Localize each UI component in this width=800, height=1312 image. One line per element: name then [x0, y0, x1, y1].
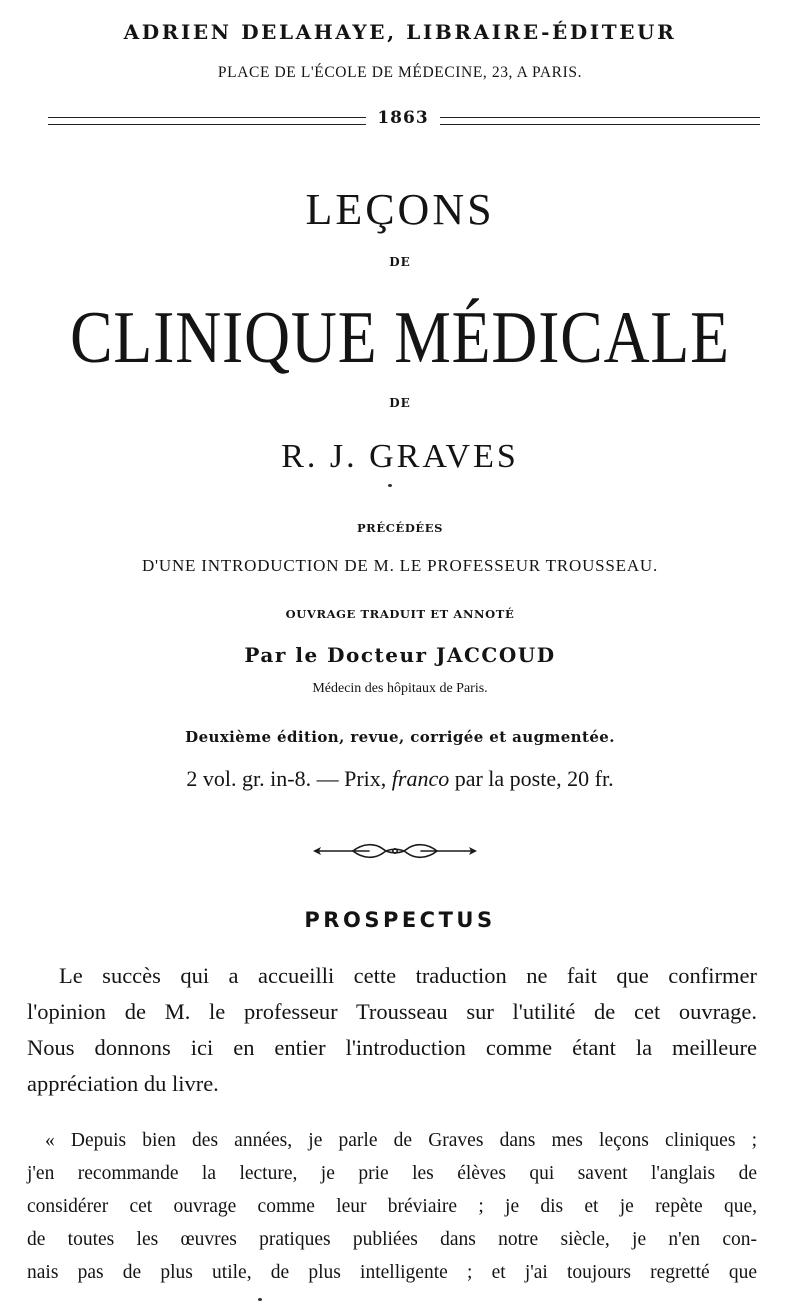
prospectus-paragraph-2 [27, 1124, 757, 1289]
author-connector-de: DE [389, 396, 411, 410]
paragraph-line: appréciation du livre. [27, 1071, 219, 1096]
paragraph-line: nais pas de plus utile, de plus intelligente ; et j'ai toujours regretté que [27, 1262, 757, 1283]
paragraph-line: Le succès qui a accueilli cette traduction ne fait que confirmer [59, 963, 757, 988]
publication-year: 1863 [377, 108, 429, 128]
year-rule [48, 108, 760, 128]
translation-note: OUVRAGE TRADUIT ET ANNOTÉ [285, 607, 515, 621]
paragraph-line: j'en recommande la lecture, je prie les élèves qui savent l'anglais de [27, 1163, 757, 1184]
title-connector-de: DE [389, 255, 411, 269]
translator-name: Par le Docteur JACCOUD [244, 643, 556, 667]
title-lecons: LEÇONS [305, 185, 495, 234]
edition-note: Deuxième édition, revue, corrigée et augmentée. [185, 728, 615, 746]
paragraph-line: « Depuis bien des années, je parle de Graves dans mes leçons cliniques ; [45, 1130, 757, 1151]
price-suffix: par la poste, 20 fr. [449, 766, 614, 791]
price-franco: franco [391, 766, 450, 791]
author-name: R. J. GRAVES [281, 438, 519, 475]
price-prefix: 2 vol. gr. in-8. — Prix, [186, 766, 392, 791]
ornament-divider-icon [313, 840, 477, 862]
introduction-line: D'UNE INTRODUCTION DE M. LE PROFESSEUR TROUSSEAU. [141, 556, 659, 575]
rule-right [440, 117, 760, 125]
paragraph-line: Nous donnons ici en entier l'introduction comme étant la meilleure [27, 1035, 757, 1060]
price-line [0, 766, 800, 792]
paragraph-line: l'opinion de M. le professeur Trousseau sur l'utilité de cet ouvrage. [27, 999, 757, 1024]
rule-left [48, 117, 366, 125]
publisher-name: ADRIEN DELAHAYE, LIBRAIRE-ÉDITEUR [123, 20, 677, 44]
translator-title: Médecin des hôpitaux de Paris. [312, 681, 488, 696]
paragraph-line: considérer cet ouvrage comme leur bréviaire ; je dis et je repète que, [27, 1196, 757, 1217]
print-speck [388, 484, 392, 487]
prospectus-heading: PROSPECTUS [304, 908, 496, 932]
print-speck [258, 1298, 262, 1301]
paragraph-line: de toutes les œuvres pratiques publiées dans notre siècle, je n'en con- [27, 1229, 757, 1250]
prospectus-paragraph-1 [27, 958, 757, 1102]
title-clinique-medicale: CLINIQUE MÉDICALE [70, 297, 730, 379]
precedees-label: PRÉCÉDÉES [356, 521, 444, 535]
publisher-address: PLACE DE L'ÉCOLE DE MÉDECINE, 23, A PARIS. [217, 64, 583, 81]
